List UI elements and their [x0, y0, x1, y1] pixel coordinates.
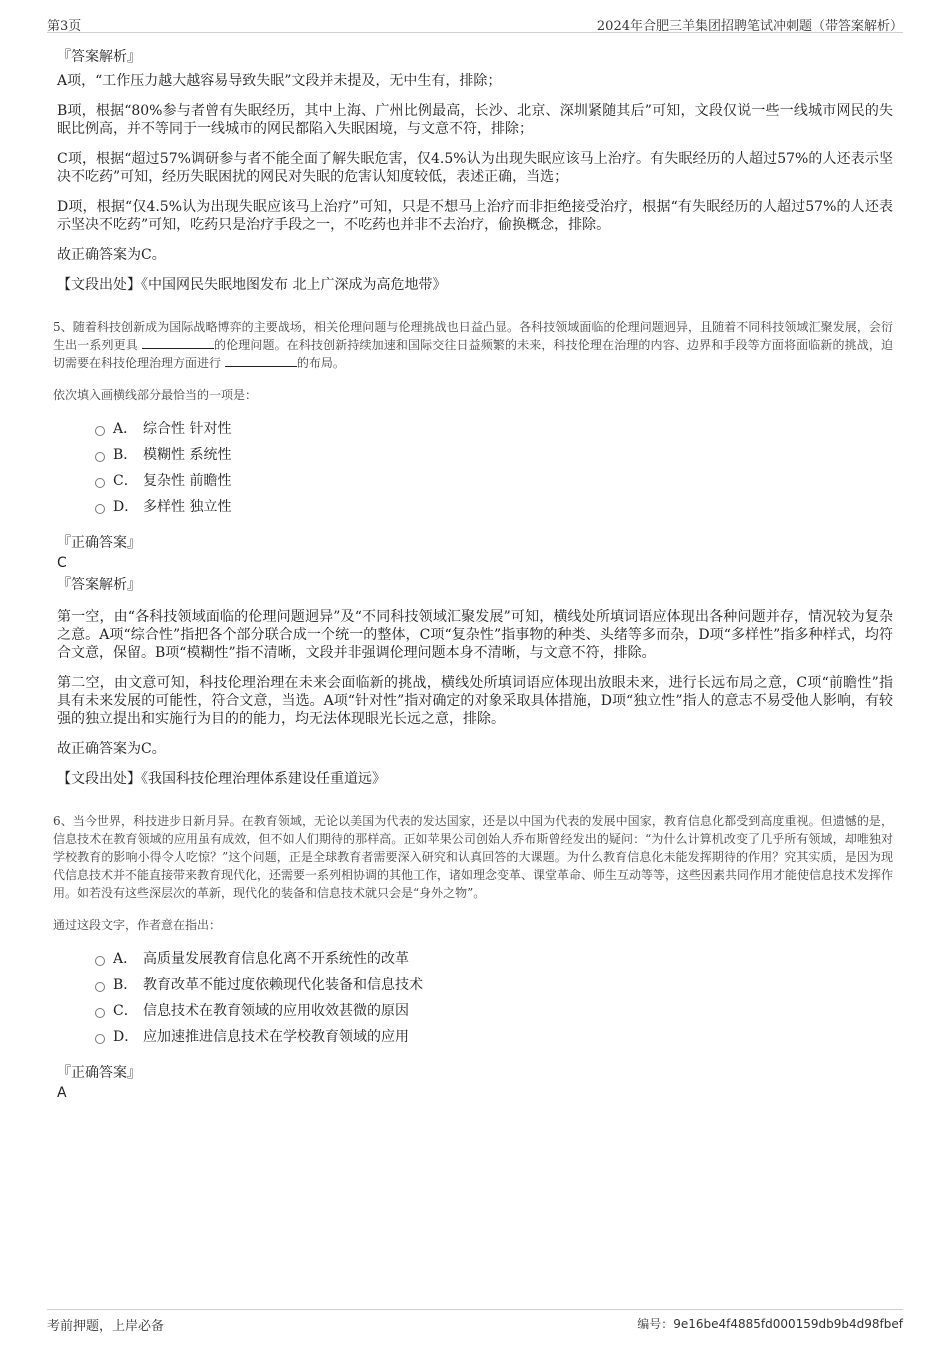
radio-icon[interactable]: [95, 478, 105, 488]
q4-analysis-para-a: A项，“工作压力越大越容易导致失眠”文段并未提及，无中生有，排除；: [57, 73, 502, 89]
q5-analysis-para-1: 第一空，由“各科技领域面临的伦理问题迥异”及“不同科技领域汇聚发展”可知，横线处所填词语应体现出各种问题并存，情况较为复杂之意。A项“综合性”指把各个部分联合成一个统一的整体，C项“复杂性”指事物的种类、头绪等多而杂，D项“多样性”指多种样式，均符合文意，保留。B项“模糊性”指不清晰，文段并非强调伦理问题本身不清晰，与文意不符，排除。: [57, 609, 893, 661]
radio-icon[interactable]: [95, 1034, 105, 1044]
radio-icon[interactable]: [95, 504, 105, 514]
q5-conclusion: 故正确答案为C。: [57, 741, 166, 757]
q5-answer-label: 『正确答案』: [57, 535, 141, 551]
q5-option-c[interactable]: C． 复杂性 前瞻性: [95, 472, 893, 498]
page-header: [47, 10, 903, 33]
document-code: [637, 1315, 903, 1332]
radio-icon[interactable]: [95, 1008, 105, 1018]
radio-icon[interactable]: [95, 982, 105, 992]
code-value: 9e16be4f4885fd000159db9b4d98fbef: [673, 1317, 903, 1331]
q5-option-b[interactable]: B． 模糊性 系统性: [95, 446, 893, 472]
q5-stem: [53, 318, 893, 372]
q6-stem: 6、当今世界，科技进步日新月异。在教育领域，无论以美国为代表的发达国家，还是以中国为代表的发展中国家，教育信息化都受到高度重视。但遗憾的是，信息技术在教育领域的应用虽有成效，但不如人们期待的那样高。正如苹果公司创始人乔布斯曾经发出的疑问：“为什么计算机改变了几乎所有领域，却唯独对学校教育的影响小得令人吃惊？”这个问题，正是全球教育者需要深入研究和认真回答的大课题。为什么教育信息化未能发挥期待的作用？究其实质，是因为现代信息技术并不能直接带来教育现代化，还需要一系列相协调的其他工作，诸如理念变革、课堂革命、师生互动等等，这些因素共同作用才能使信息技术发挥作用。如若没有这些深层次的革新，现代化的装备和信息技术就只会是“身外之物”。: [53, 814, 894, 900]
q5-prompt: 依次填入画横线部分最恰当的一项是：: [53, 388, 258, 402]
q5-analysis-label: 『答案解析』: [57, 577, 141, 593]
q4-analysis-para-c: C项，根据“超过57%调研参与者不能全面了解失眠危害，仅4.5%认为出现失眠应该马上治疗。有失眠经历的人超过57%的人还表示坚决不吃药”可知，经历失眠困扰的网民对失眠的危害认知度较低，表述正确，当选；: [57, 151, 893, 185]
q4-conclusion: 故正确答案为C。: [57, 247, 166, 263]
q5-analysis-para-2: 第二空，由文意可知，科技伦理治理在未来会面临新的挑战，横线处所填词语应体现出放眼未来，进行长远布局之意，C项“前瞻性”指具有未来发展的可能性，符合文意，当选。A项“针对性”指对确定的对象采取具体措施，D项“独立性”指人的意志不易受他人影响，有较强的独立提出和实施行为目的的能力，均无法体现眼光长远之意，排除。: [57, 675, 893, 727]
radio-icon[interactable]: [95, 426, 105, 436]
q5-source: 【文段出处】《我国科技伦理治理体系建设任重道远》: [57, 771, 386, 787]
q6-option-a[interactable]: A． 高质量发展教育信息化离不开系统性的改革: [95, 950, 893, 976]
q4-source: 【文段出处】《中国网民失眠地图发布 北上广深成为高危地带》: [57, 277, 447, 293]
q6-options: [95, 950, 893, 1054]
page-footer: [47, 1309, 903, 1332]
q5-stem-part3: 的布局。: [296, 356, 345, 370]
code-label: 编号：: [637, 1317, 674, 1331]
document-title: 2024年合肥三羊集团招聘笔试冲刺题（带答案解析）: [596, 19, 903, 34]
q5-option-a[interactable]: A． 综合性 针对性: [95, 420, 893, 446]
q6-option-c[interactable]: C． 信息技术在教育领域的应用收效甚微的原因: [95, 1002, 893, 1028]
q6-answer: A: [57, 1085, 67, 1101]
q6-option-b[interactable]: B． 教育改革不能过度依赖现代化装备和信息技术: [95, 976, 893, 1002]
q4-analysis-label: 『答案解析』: [57, 49, 141, 65]
page-number: 第3页: [47, 19, 82, 34]
q5-answer: C: [57, 555, 67, 571]
radio-icon[interactable]: [95, 956, 105, 966]
footer-slogan: 考前押题，上岸必备: [47, 1319, 165, 1334]
q5-blank-1: [142, 336, 214, 349]
q6-prompt: 通过这段文字，作者意在指出：: [53, 918, 222, 932]
q5-blank-2: [225, 354, 297, 367]
q5-option-d[interactable]: D． 多样性 独立性: [95, 498, 893, 524]
q4-analysis-para-d: D项，根据“仅4.5%认为出现失眠应该马上治疗”可知，只是不想马上治疗而非拒绝接受治疗，根据“有失眠经历的人超过57%的人还表示坚决不吃药”可知，吃药只是治疗手段之一，不吃药也并非不去治疗，偷换概念，排除。: [57, 199, 893, 233]
q4-analysis-para-b: B项，根据“80%参与者曾有失眠经历，其中上海、广州比例最高，长沙、北京、深圳紧随其后”可知，文段仅说一些一线城市网民的失眠比例高，并不等同于一线城市的网民都陷入失眠困境，与文意不符，排除；: [57, 103, 893, 137]
q5-stem-part1: 5、随着科技创新成为国际战略博弈的主要战场，相关伦理问题与伦理挑战也日益凸显。各科技领域面临的伦理问题迥异，且随着不同科技领域汇聚发展，会衍生出一系列更具: [53, 320, 893, 352]
radio-icon[interactable]: [95, 452, 105, 462]
q5-options: [95, 420, 893, 524]
q6-option-d[interactable]: D． 应加速推进信息技术在学校教育领域的应用: [95, 1028, 893, 1054]
document-body: [53, 40, 894, 1106]
q5-stem-part2: 的伦理问题。在科技创新持续加速和国际交往日益频繁的未来，科技伦理在治理的内容、边界和手段等方面将面临新的挑战，迫切需要在科技伦理治理方面进行: [53, 338, 893, 370]
q6-answer-label: 『正确答案』: [57, 1065, 141, 1081]
